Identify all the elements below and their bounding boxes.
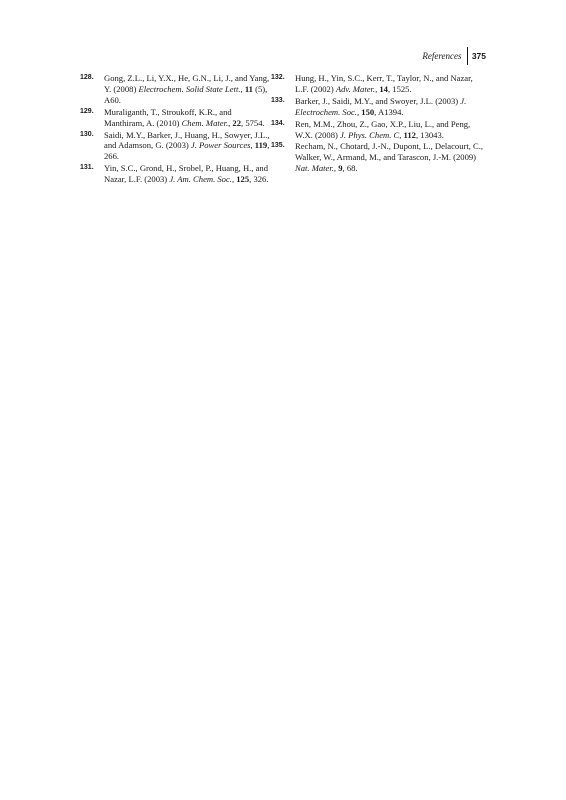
reference-text: Gong, Z.L., Li, Y.X., He, G.N., Li, J., and Yang, Y. (2008) Electrochem. Solid State Lett., 11 (5), A60. xyxy=(104,73,270,105)
reference-entry xyxy=(80,73,270,106)
reference-authors: Recham, N., Chotard, J.-N., Dupont, L., Delacourt, C., Walker, W., Armand, M., and Tarascon, J.-M. (2009) xyxy=(295,141,484,163)
reference-authors: Saidi, M.Y., Barker, J., Huang, H., Sowyer, J.L., and Adamson, G. (2003) xyxy=(104,129,270,151)
reference-journal: J. Power Sources xyxy=(190,140,251,151)
reference-number: 135 . xyxy=(271,141,285,152)
reference-text: Ren, M.M., Zhou, Z., Gao, X.P., Liu, L., and Peng, W.X. (2008) J. Phys. Chem. C, 112, 13043. xyxy=(295,118,471,140)
reference-column-left xyxy=(80,73,270,186)
reference-entry xyxy=(80,107,270,129)
running-head xyxy=(422,46,486,66)
page-number: 375 xyxy=(471,51,486,61)
reference-journal: Nat. Mater. xyxy=(295,163,334,174)
reference-column-right xyxy=(271,73,486,175)
reference-number: 130 . xyxy=(80,130,94,141)
reference-entry xyxy=(271,96,486,118)
reference-volume: 11 xyxy=(244,83,253,94)
reference-pages: 5754. xyxy=(245,117,265,128)
reference-journal: Chem. Mater. xyxy=(181,117,229,128)
reference-journal: J. Electrochem. Soc. xyxy=(295,95,467,117)
reference-volume: 9 xyxy=(338,163,343,174)
reference-authors: Yin, S.C., Grond, H., Srobel, P., Huang, H., and Nazar, L.F. (2003) xyxy=(104,163,268,185)
reference-number: 128 . xyxy=(80,73,94,84)
reference-pages: 13043. xyxy=(420,129,444,140)
running-head-title: References xyxy=(422,51,462,61)
reference-pages: 326. xyxy=(253,174,269,185)
reference-entry xyxy=(271,73,486,95)
reference-pages: 1525. xyxy=(392,83,412,94)
reference-pages: (5), A60. xyxy=(104,83,268,105)
reference-entry xyxy=(271,119,486,141)
reference-pages: 266. xyxy=(104,151,120,162)
reference-authors: Barker, J., Saidi, M.Y., and Swoyer, J.L. (2003) xyxy=(295,95,459,106)
reference-volume: 150 xyxy=(361,106,375,117)
reference-volume: 125 xyxy=(236,174,250,185)
reference-number: 134 . xyxy=(271,119,285,130)
reference-authors: Hung, H., Yin, S.C., Kerr, T., Taylor, N., and Nazar, L.F. (2002) xyxy=(295,73,473,94)
reference-text: Muraliganth, T., Stroukoff, K.R., and Manthiram, A. (2010) Chem. Mater., 22, 5754. xyxy=(104,106,265,128)
reference-authors: Muraliganth, T., Stroukoff, K.R., and Manthiram, A. (2010) xyxy=(104,106,232,128)
reference-entry xyxy=(271,141,486,174)
reference-volume: 22 xyxy=(232,117,242,128)
reference-volume: 112 xyxy=(403,129,416,140)
reference-journal: Adv. Mater. xyxy=(335,83,376,94)
reference-entry xyxy=(80,130,270,163)
reference-entry xyxy=(80,163,270,185)
reference-authors: Ren, M.M., Zhou, Z., Gao, X.P., Liu, L., and Peng, W.X. (2008) xyxy=(295,118,471,140)
reference-pages: 68. xyxy=(346,163,358,174)
reference-journal: Electrochem. Solid State Lett. xyxy=(138,83,241,94)
reference-pages: A1394. xyxy=(377,106,404,117)
reference-number: 132 . xyxy=(271,73,285,84)
reference-text: Yin, S.C., Grond, H., Srobel, P., Huang, H., and Nazar, L.F. (2003) J. Am. Chem. Soc., 125, 326. xyxy=(104,163,269,185)
reference-text: Saidi, M.Y., Barker, J., Huang, H., Sowyer, J.L., and Adamson, G. (2003) J. Power Sources, 119, 266. xyxy=(104,129,270,162)
reference-journal: J. Phys. Chem. C xyxy=(340,129,400,140)
reference-volume: 14 xyxy=(379,83,388,94)
reference-text: Hung, H., Yin, S.C., Kerr, T., Taylor, N., and Nazar, L.F. (2002) Adv. Mater., 14, 1525. xyxy=(295,73,473,94)
reference-number: 131 . xyxy=(80,163,94,174)
reference-authors: Gong, Z.L., Li, Y.X., He, G.N., Li, J., and Yang, Y. (2008) xyxy=(104,73,270,94)
reference-text: Barker, J., Saidi, M.Y., and Swoyer, J.L. (2003) J. Electrochem. Soc., 150, A1394. xyxy=(295,95,467,117)
reference-volume: 119 xyxy=(254,140,268,151)
reference-journal: J. Am. Chem. Soc. xyxy=(169,174,232,185)
reference-text: Recham, N., Chotard, J.-N., Dupont, L., Delacourt, C., Walker, W., Armand, M., and Tarascon, J.-M. (2009) Nat. Mater., 9, 68. xyxy=(295,141,484,174)
reference-number: 133 . xyxy=(271,96,285,107)
reference-number: 129 . xyxy=(80,107,94,118)
